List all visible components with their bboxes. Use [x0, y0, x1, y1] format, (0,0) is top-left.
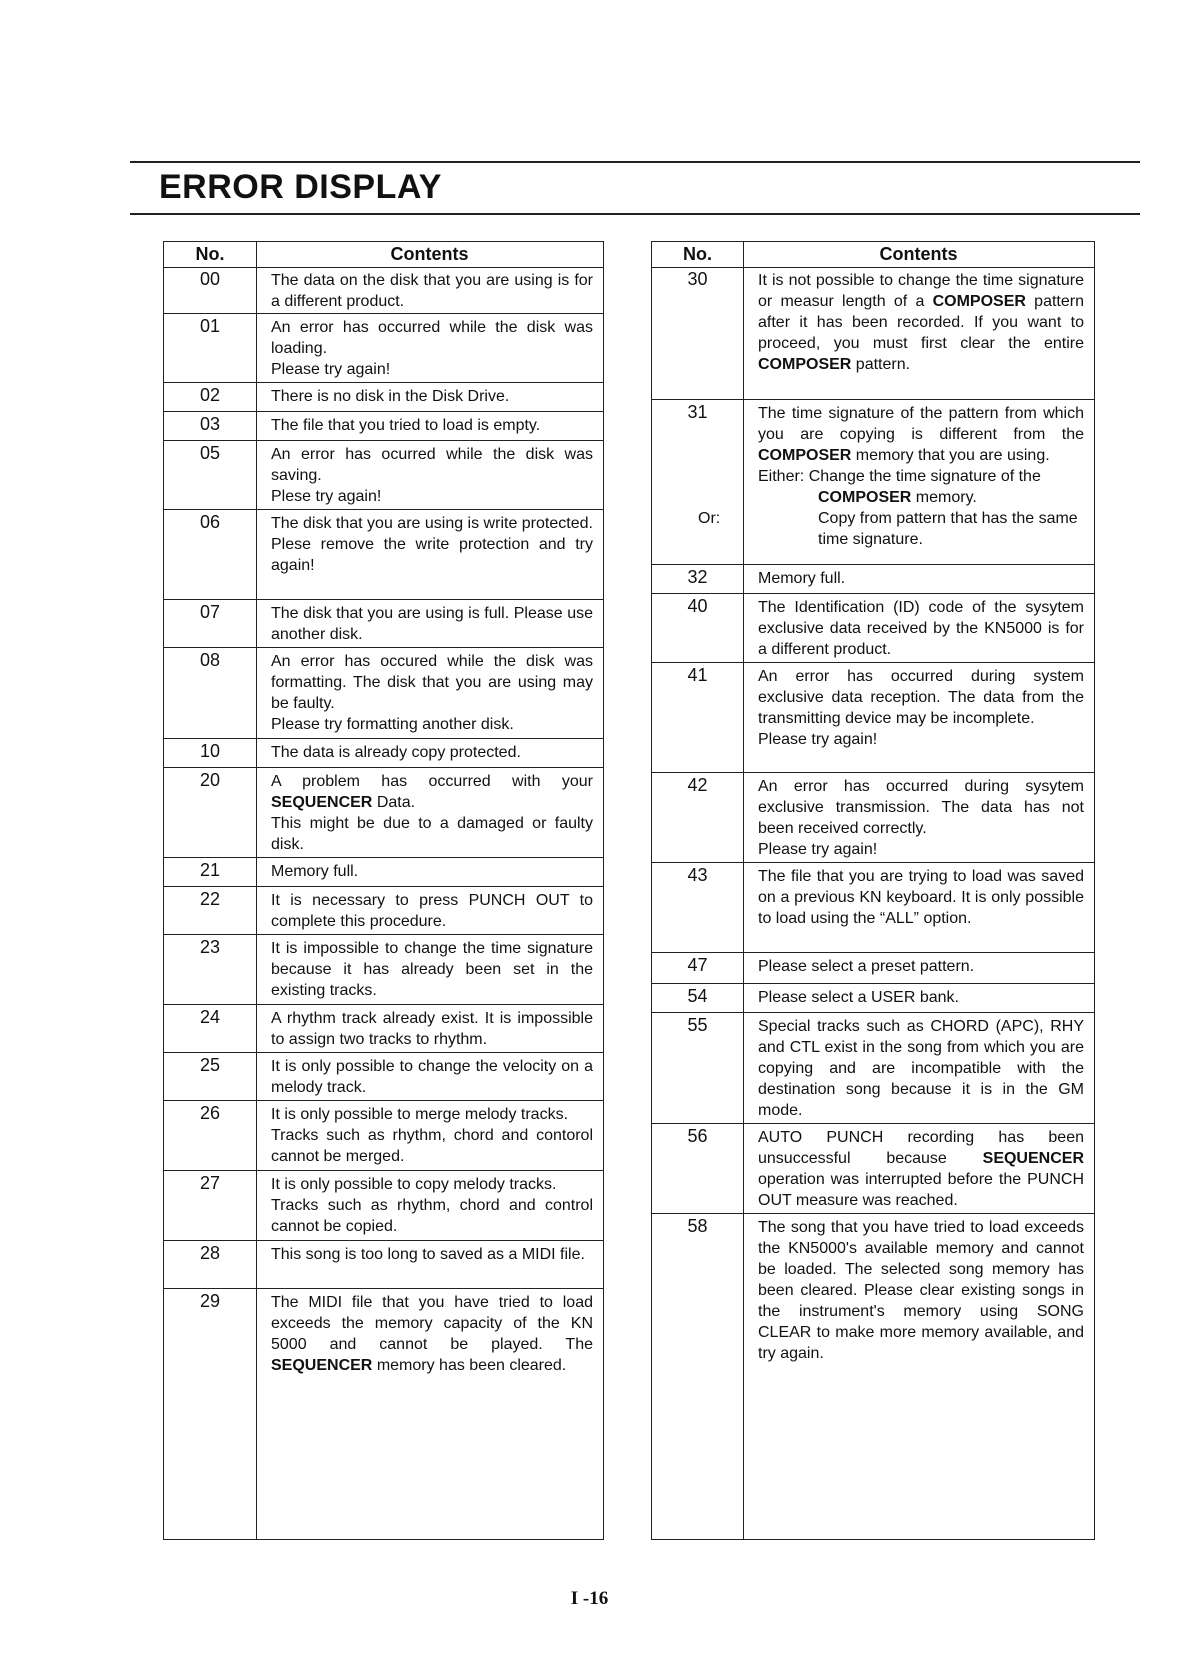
table-row [164, 887, 603, 935]
error-number: 07 [199, 602, 221, 622]
error-number: 28 [199, 1243, 221, 1263]
table-row [652, 1214, 1094, 1539]
error-description: A problem has occurred with your SEQUENCER Data. This might be due to a damaged or faulty disk. [271, 773, 593, 853]
header-contents: Contents [879, 244, 958, 264]
error-description: An error has occured while the disk was formatting. The disk that you are using may be faulty. Please try formatting another disk. [271, 653, 593, 733]
table-row [164, 1171, 603, 1241]
table-header [652, 242, 1094, 268]
error-description: AUTO PUNCH recording has been unsuccessful because SEQUENCER operation was interrupted before the PUNCH OUT measure was reached. [758, 1129, 1084, 1209]
table-row [164, 1005, 603, 1053]
error-number: 22 [199, 889, 221, 909]
error-description: Please select a USER bank. [758, 989, 959, 1006]
error-number: 05 [199, 443, 221, 463]
error-description: An error has occurred during sysytem exclusive transmission. The data has not been received correctly. Please try again! [758, 778, 1084, 858]
table-row [164, 441, 603, 510]
error-number: 54 [687, 986, 708, 1006]
error-number: 23 [199, 937, 221, 957]
error-table-left [163, 241, 604, 1540]
table-row [164, 1101, 603, 1171]
error-table-right [651, 241, 1095, 1540]
error-number: 27 [199, 1173, 221, 1193]
error-number: 30 [687, 269, 708, 289]
error-number: 26 [199, 1103, 221, 1123]
table-row [164, 600, 603, 648]
table-row [652, 267, 1094, 400]
error-description: It is necessary to press PUNCH OUT to complete this procedure. [271, 892, 593, 930]
table-row [652, 400, 1094, 565]
table-row [164, 935, 603, 1005]
top-rule [130, 161, 1140, 163]
table-row [652, 663, 1094, 773]
error-description: It is impossible to change the time signature because it has already been set in the existing tracks. [271, 940, 593, 999]
error-number: 06 [199, 512, 221, 532]
table-row [652, 565, 1094, 594]
header-no: No. [195, 244, 225, 264]
title-underline [130, 213, 1140, 215]
table-row [652, 984, 1094, 1013]
error-number: 56 [687, 1126, 708, 1146]
error-number: 32 [687, 567, 708, 587]
error-description: An error has ocurred while the disk was saving. Plese try again! [271, 446, 593, 505]
error-description: The file that you are trying to load was saved on a previous KN keyboard. It is only possible to load using the “ALL” option. [758, 868, 1084, 927]
table-header [164, 242, 603, 268]
error-description: Memory full. [758, 570, 846, 587]
error-number: 10 [199, 741, 221, 761]
table-row [652, 773, 1094, 863]
error-number: 03 [199, 414, 221, 434]
table-row [652, 594, 1094, 663]
header-contents: Contents [390, 244, 469, 264]
error-description: The disk that you are using is full. Please use another disk. [271, 605, 593, 643]
error-number: 31 [687, 402, 708, 422]
page-title: ERROR DISPLAY [159, 168, 442, 206]
error-number: 47 [687, 955, 708, 975]
error-number: 08 [199, 650, 221, 670]
error-number: 41 [687, 665, 708, 685]
error-description: It is only possible to change the velocity on a melody track. [271, 1058, 593, 1096]
table-row [164, 858, 603, 887]
error-description: An error has occurred during system exclusive data reception. The data from the transmitting device may be incomplete. Please try again! [758, 668, 1084, 748]
error-description: Memory full. [271, 863, 359, 880]
table-row [652, 863, 1094, 953]
error-number: 00 [199, 269, 221, 289]
table-row [164, 412, 603, 441]
error-number: 29 [199, 1291, 221, 1311]
error-description: Please select a preset pattern. [758, 958, 975, 975]
error-description: There is no disk in the Disk Drive. [271, 388, 510, 405]
table-row [164, 1289, 603, 1539]
table-row [164, 768, 603, 858]
error-description: It is not possible to change the time signature or measur length of a COMPOSER pattern after it has been recorded. If you want to proceed, you must first clear the entire COMPOSER pattern. [758, 272, 1084, 373]
error-description: The time signature of the pattern from which you are copying is different from the COMPOSER memory that you are using. Either: Change the time signature of the COMPOSER memory. Or: Copy from pattern that has the same time signature. [698, 405, 1084, 548]
header-no: No. [683, 244, 712, 264]
table-row [164, 383, 603, 412]
error-description: It is only possible to copy melody tracks. Tracks such as rhythm, chord and control cannot be copied. [271, 1176, 593, 1235]
page-number: I -16 [570, 1588, 609, 1609]
error-number: 40 [687, 596, 708, 616]
error-description: Special tracks such as CHORD (APC), RHY and CTL exist in the song from which you are copying and are incompatible with the destination song because it is in the GM mode. [758, 1018, 1084, 1119]
error-number: 02 [199, 385, 221, 405]
error-description: A rhythm track already exist. It is impossible to assign two tracks to rhythm. [271, 1010, 593, 1048]
error-description: It is only possible to merge melody tracks. Tracks such as rhythm, chord and contorol cannot be merged. [271, 1106, 593, 1165]
error-number: 25 [199, 1055, 221, 1075]
table-row [164, 1241, 603, 1289]
error-description: This song is too long to saved as a MIDI file. [271, 1246, 585, 1263]
error-description: The data is already copy protected. [271, 744, 521, 761]
table-row [164, 510, 603, 600]
error-number: 24 [199, 1007, 221, 1027]
table-row [164, 314, 603, 383]
table-row [164, 1053, 603, 1101]
table-row [164, 267, 603, 314]
error-number: 58 [687, 1216, 708, 1236]
error-number: 20 [199, 770, 221, 790]
table-row [652, 1013, 1094, 1124]
error-description: The disk that you are using is write protected. Plese remove the write protection and try again! [271, 515, 593, 574]
table-row [652, 1124, 1094, 1214]
error-number: 01 [199, 316, 221, 336]
table-row [652, 953, 1094, 984]
error-description: An error has occurred while the disk was loading. Please try again! [271, 319, 593, 378]
error-number: 43 [687, 865, 708, 885]
error-number: 42 [687, 775, 708, 795]
error-description: The file that you tried to load is empty. [271, 417, 541, 434]
table-row [164, 739, 603, 768]
table-row [164, 648, 603, 739]
error-description: The song that you have tried to load exceeds the KN5000's available memory and cannot be loaded. The selected song memory has been cleared. Please clear existing songs in the instrument's memory using SONG CLEAR to make more memory available, and try again. [758, 1219, 1084, 1362]
error-number: 21 [199, 860, 221, 880]
error-description: The data on the disk that you are using is for a different product. [271, 272, 593, 310]
error-number: 55 [687, 1015, 708, 1035]
error-description: The Identification (ID) code of the sysytem exclusive data received by the KN5000 is for a different product. [758, 599, 1084, 658]
error-description: The MIDI file that you have tried to load exceeds the memory capacity of the KN 5000 and cannot be played. The SEQUENCER memory has been cleared. [271, 1294, 593, 1374]
